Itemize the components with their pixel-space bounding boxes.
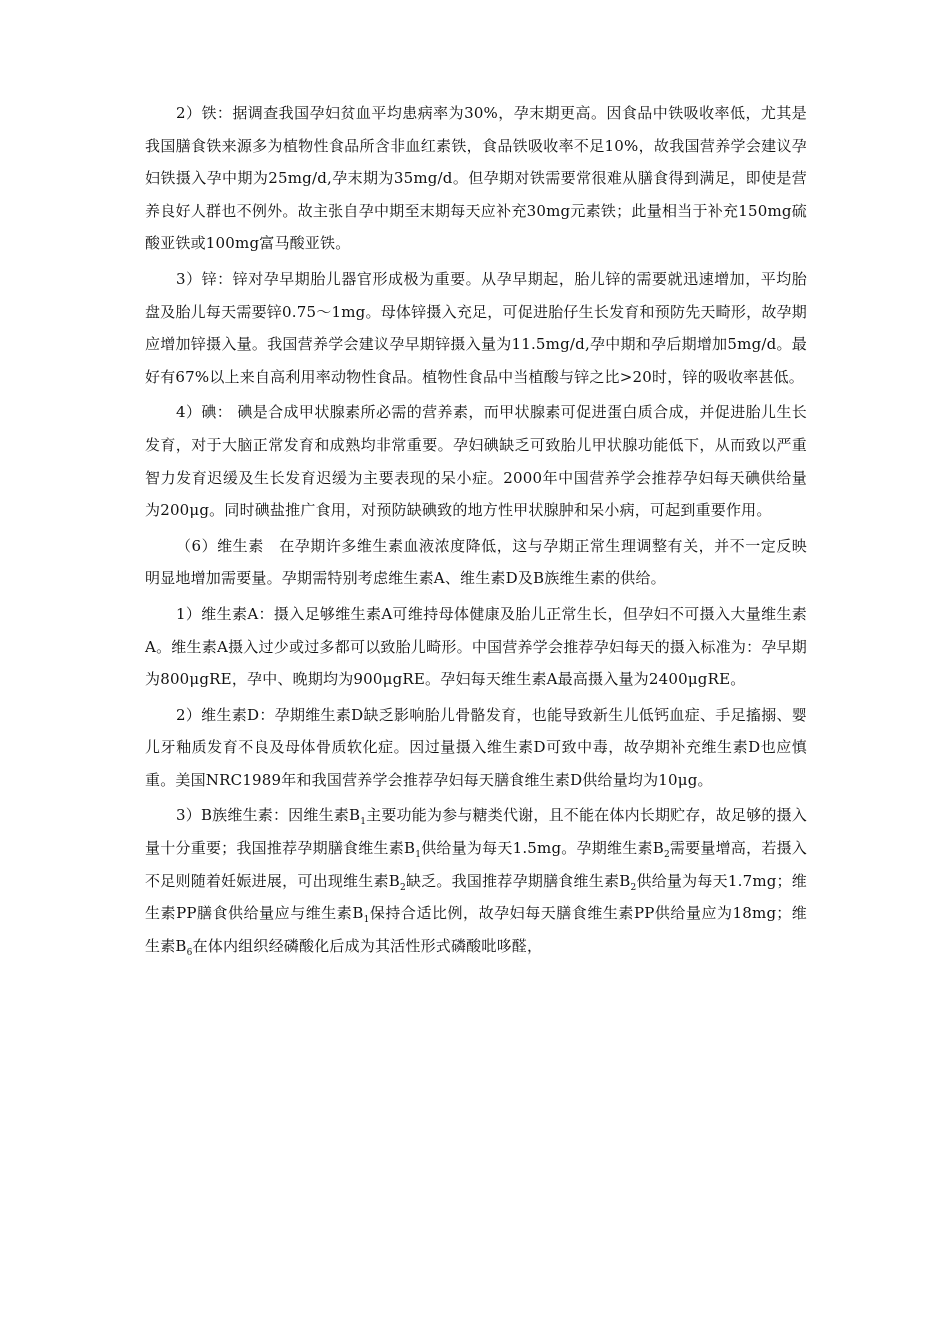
subscript: 1 — [415, 850, 422, 861]
text-run: 主要功能为参与糖类代谢，且不能在体内长期贮存，故足够的摄入量十分重要；我国推荐孕期膳食维生素B — [145, 806, 807, 858]
text-run: 供给量为每天1.5mg。孕期维生素B — [421, 839, 664, 858]
text-run: 3）B族维生素：因维生素B — [176, 806, 361, 825]
paragraph-vitamin-d: 2）维生素D：孕期维生素D缺乏影响胎儿骨骼发育，也能导致新生儿低钙血症、手足搐搦、婴儿牙釉质发育不良及母体骨质软化症。因过量摄入维生素D可致中毒，故孕期补充维生素D也应慎重。美国NRC1989年和我国营养学会推荐孕妇每天膳食维生素D供给量均为10μg。 — [145, 705, 807, 789]
subscript: 2 — [630, 882, 637, 893]
paragraph-vitamins-heading: （6）维生素 在孕期许多维生素血液浓度降低，这与孕期正常生理调整有关，并不一定反映明显地增加需要量。孕期需特别考虑维生素A、维生素D及B族维生素的供给。 — [145, 536, 807, 588]
subscript: 2 — [663, 850, 670, 861]
subscript: 1 — [360, 817, 367, 828]
text-run: 缺乏。我国推荐孕期膳食维生素B — [405, 871, 631, 890]
paragraph-zinc: 3）锌：锌对孕早期胎儿器官形成极为重要。从孕早期起，胎儿锌的需要就迅速增加，平均胎盘及胎儿每天需要锌0.75～1mg。母体锌摄入充足，可促进胎仔生长发育和预防先天畸形，故孕期应增加锌摄入量。我国营养学会建议孕早期锌摄入量为11.5mg/d,孕中期和孕后期增加5mg/d。最好有67%以上来自高利用率动物性食品。植物性食品中当植酸与锌之比>20时，锌的吸收率甚低。 — [145, 269, 807, 386]
text-run: 保持合适比例，故孕妇每天膳食维生素PP供给量应为18mg；维生素B — [145, 904, 807, 955]
paragraph-iron: 2）铁：据调查我国孕妇贫血平均患病率为30%，孕末期更高。因食品中铁吸收率低，尤其是我国膳食铁来源多为植物性食品所含非血红素铁，食品铁吸收率不足10%，故我国营养学会建议孕妇铁摄入孕中期为25mg/d,孕末期为35mg/d。但孕期对铁需要常很难从膳食得到满足，即使是营养良好人群也不例外。故主张自孕中期至末期每天应补充30mg元素铁；此量相当于补充150mg硫酸亚铁或100mg富马酸亚铁。 — [145, 104, 807, 253]
text-run: 供给量为每天1.7mg；维生素PP膳食供给量应与维生素B — [145, 871, 807, 923]
subscript: 6 — [186, 947, 193, 958]
text-run: 需要量增高，若摄入不足则随着妊娠进展，可出现维生素B — [145, 839, 808, 890]
paragraph-vitamin-b — [145, 799, 807, 962]
document-body — [145, 97, 807, 965]
paragraph-iodine: 4）碘： 碘是合成甲状腺素所必需的营养素，而甲状腺素可促进蛋白质合成，并促进胎儿生长发育，对于大脑正常发育和成熟均非常重要。孕妇碘缺乏可致胎儿甲状腺功能低下，从而致以严重智力发育迟缓及生长发育迟缓为主要表现的呆小症。2000年中国营养学会推荐孕妇每天碘供给量为200μg。同时碘盐推广食用，对预防缺碘致的地方性甲状腺肿和呆小病，可起到重要作用。 — [145, 403, 807, 520]
subscript: 1 — [363, 915, 370, 926]
paragraph-vitamin-a: 1）维生素A：摄入足够维生素A可维持母体健康及胎儿正常生长，但孕妇不可摄入大量维生素A。维生素A摄入过少或过多都可以致胎儿畸形。中国营养学会推荐孕妇每天的摄入标准为：孕早期为800μgRE，孕中、晚期均为900μgRE。孕妇每天维生素A最高摄入量为2400μgRE。 — [145, 604, 807, 689]
subscript: 2 — [399, 882, 406, 893]
text-run: 在体内组织经磷酸化后成为其活性形式磷酸吡哆醛， — [192, 936, 543, 955]
